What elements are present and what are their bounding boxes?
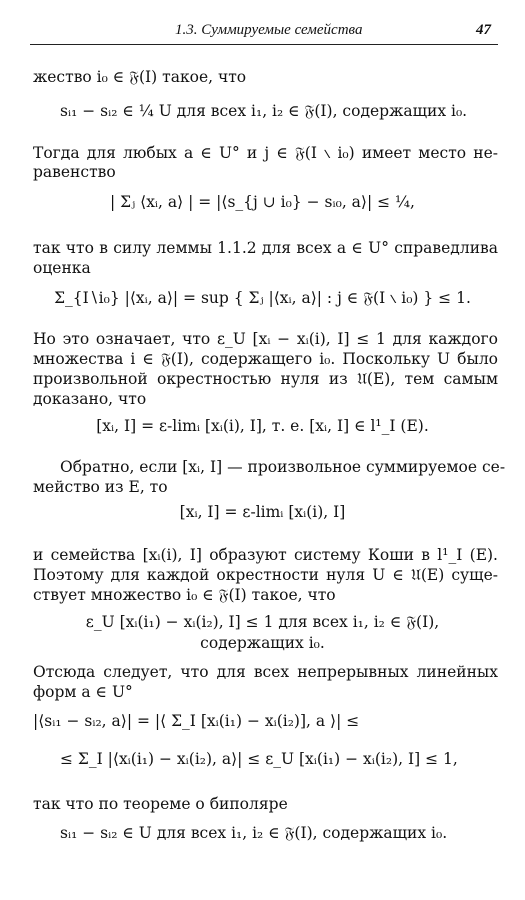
text-line: ствует множество i₀ ∈ 𝔉(I) такое, что <box>33 586 336 604</box>
section-title: 1.3. Суммируемые семейства <box>175 22 363 38</box>
text-line: Но это означает, что ε_U [xᵢ − xᵢ(i), I] ≤ 1 для каждого <box>33 330 498 348</box>
formula-line: | Σⱼ ⟨xᵢ, a⟩ | = |⟨s_{j ∪ i₀} − sᵢ₀, a⟩| ≤ ¼, <box>110 193 415 211</box>
text-line: равенство <box>33 163 116 181</box>
text-line: Поэтому для каждой окрестности нуля U ∈ 𝔘(E) суще- <box>33 566 498 584</box>
text-line: произвольной окрестностью нуля из 𝔘(E), тем самым <box>33 370 498 388</box>
page-number: 47 <box>476 22 491 38</box>
formula-line: [xᵢ, I] = ε-limᵢ [xᵢ(i), I], т. е. [xᵢ, I] ∈ l¹_I (E). <box>96 417 429 435</box>
running-header <box>0 20 525 42</box>
formula-line: ≤ Σ_I |⟨xᵢ(i₁) − xᵢ(i₂), a⟩| ≤ ε_U [xᵢ(i₁) − xᵢ(i₂), I] ≤ 1, <box>60 750 458 768</box>
text-line: Отсюда следует, что для всех непрерывных линейных <box>33 663 498 681</box>
text-line: так что по теореме о биполяре <box>33 795 288 813</box>
formula-line: содержащих i₀. <box>200 634 325 652</box>
text-line: и семейства [xᵢ(i), I] образуют систему Коши в l¹_I (E). <box>33 546 498 564</box>
text-line: оценка <box>33 259 91 277</box>
text-line: множества i ∈ 𝔉(I), содержащего i₀. Поскольку U было <box>33 350 498 368</box>
formula-line: sᵢ₁ − sᵢ₂ ∈ ¼ U для всех i₁, i₂ ∈ 𝔉(I), содержащих i₀. <box>60 102 468 120</box>
text-line: так что в силу леммы 1.1.2 для всех a ∈ U° справедлива <box>33 239 498 257</box>
formula-line: Σ_{I∖i₀} |⟨xᵢ, a⟩| = sup { Σⱼ |⟨xᵢ, a⟩| : j ∈ 𝔉(I ∖ i₀) } ≤ 1. <box>54 289 471 307</box>
text-line: форм a ∈ U° <box>33 683 133 701</box>
formula-line: ε_U [xᵢ(i₁) − xᵢ(i₂), I] ≤ 1 для всех i₁, i₂ ∈ 𝔉(I), <box>85 613 440 631</box>
text-line: мейство из E, то <box>33 478 168 496</box>
header-rule <box>30 44 498 45</box>
text-line: жество i₀ ∈ 𝔉(I) такое, что <box>33 68 247 86</box>
text-line: доказано, что <box>33 390 147 408</box>
text-line: Тогда для любых a ∈ U° и j ∈ 𝔉(I ∖ i₀) имеет место не- <box>33 144 498 162</box>
formula-line: [xᵢ, I] = ε-limᵢ [xᵢ(i), I] <box>179 503 346 521</box>
text-line: Обратно, если [xᵢ, I] — произвольное суммируемое се- <box>60 458 506 476</box>
formula-line: |⟨sᵢ₁ − sᵢ₂, a⟩| = |⟨ Σ_I [xᵢ(i₁) − xᵢ(i₂)], a ⟩| ≤ <box>33 712 360 730</box>
formula-line: sᵢ₁ − sᵢ₂ ∈ U для всех i₁, i₂ ∈ 𝔉(I), содержащих i₀. <box>60 824 448 842</box>
